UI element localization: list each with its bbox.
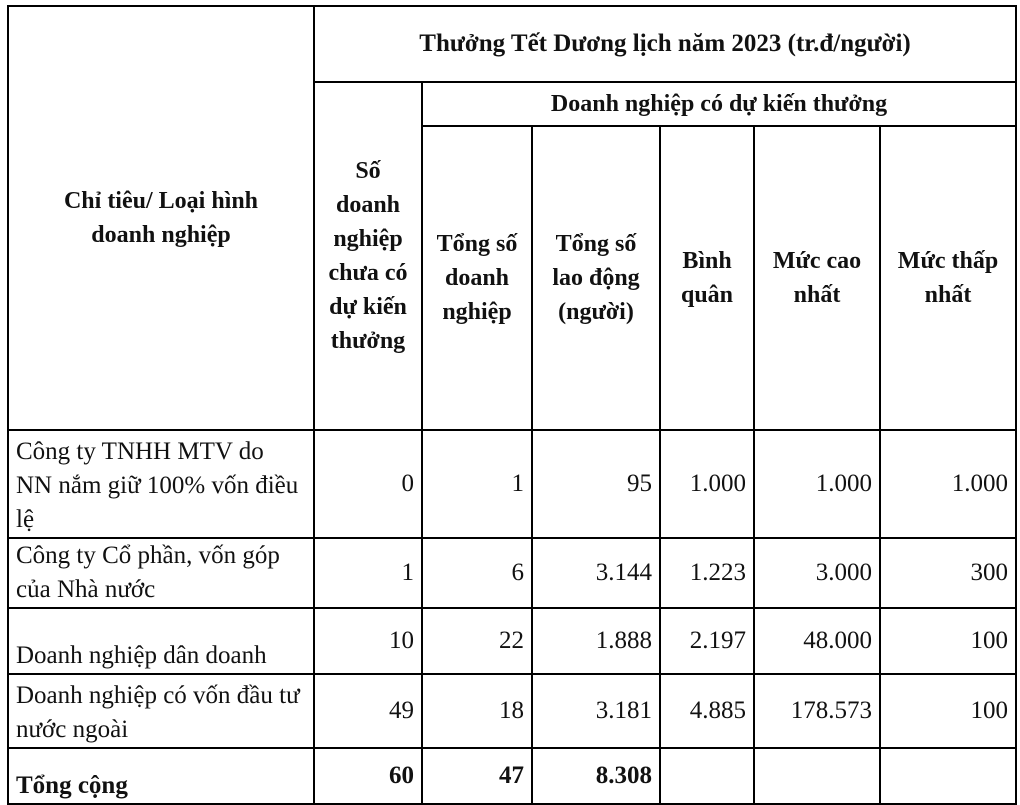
total-average [660, 748, 754, 804]
header-category [8, 6, 314, 430]
header-average: Bình quân [660, 126, 754, 430]
cell-no-bonus: 49 [314, 674, 422, 748]
row-label: Công ty Cổ phần, vốn góp của Nhà nước [8, 538, 314, 608]
header-category-text: Chỉ tiêu/ Loại hình doanh nghiệp [63, 188, 259, 248]
cell-average: 1.223 [660, 538, 754, 608]
cell-min: 300 [880, 538, 1016, 608]
cell-no-bonus: 1 [314, 538, 422, 608]
cell-firms: 1 [422, 430, 532, 538]
header-group-bonus: Doanh nghiệp có dự kiến thưởng [422, 82, 1016, 126]
total-row [8, 748, 1016, 804]
cell-min: 100 [880, 608, 1016, 674]
total-label: Tổng cộng [8, 748, 314, 804]
total-max [754, 748, 880, 804]
cell-min: 1.000 [880, 430, 1016, 538]
total-firms: 47 [422, 748, 532, 804]
cell-max: 3.000 [754, 538, 880, 608]
table-row [8, 538, 1016, 608]
table-row [8, 608, 1016, 674]
row-label: Doanh nghiệp dân doanh [8, 608, 314, 674]
table-row [8, 674, 1016, 748]
header-total-workers: Tổng số lao động (người) [532, 126, 660, 430]
cell-average: 4.885 [660, 674, 754, 748]
cell-firms: 22 [422, 608, 532, 674]
cell-workers: 1.888 [532, 608, 660, 674]
cell-no-bonus: 10 [314, 608, 422, 674]
total-no-bonus: 60 [314, 748, 422, 804]
header-no-bonus: Số doanh nghiệp chưa có dự kiến thưởng [314, 82, 422, 430]
table-row [8, 430, 1016, 538]
cell-max: 48.000 [754, 608, 880, 674]
cell-average: 2.197 [660, 608, 754, 674]
cell-firms: 18 [422, 674, 532, 748]
cell-workers: 3.181 [532, 674, 660, 748]
row-label: Công ty TNHH MTV do NN nắm giữ 100% vốn điều lệ [8, 430, 314, 538]
header-min: Mức thấp nhất [880, 126, 1016, 430]
total-workers: 8.308 [532, 748, 660, 804]
cell-average: 1.000 [660, 430, 754, 538]
bonus-table [7, 5, 1017, 805]
cell-min: 100 [880, 674, 1016, 748]
cell-firms: 6 [422, 538, 532, 608]
cell-max: 1.000 [754, 430, 880, 538]
header-total-firms: Tổng số doanh nghiệp [422, 126, 532, 430]
cell-workers: 3.144 [532, 538, 660, 608]
cell-no-bonus: 0 [314, 430, 422, 538]
row-label: Doanh nghiệp có vốn đầu tư nước ngoài [8, 674, 314, 748]
cell-max: 178.573 [754, 674, 880, 748]
header-max: Mức cao nhất [754, 126, 880, 430]
table-title: Thưởng Tết Dương lịch năm 2023 (tr.đ/người) [314, 6, 1016, 82]
cell-workers: 95 [532, 430, 660, 538]
total-min [880, 748, 1016, 804]
